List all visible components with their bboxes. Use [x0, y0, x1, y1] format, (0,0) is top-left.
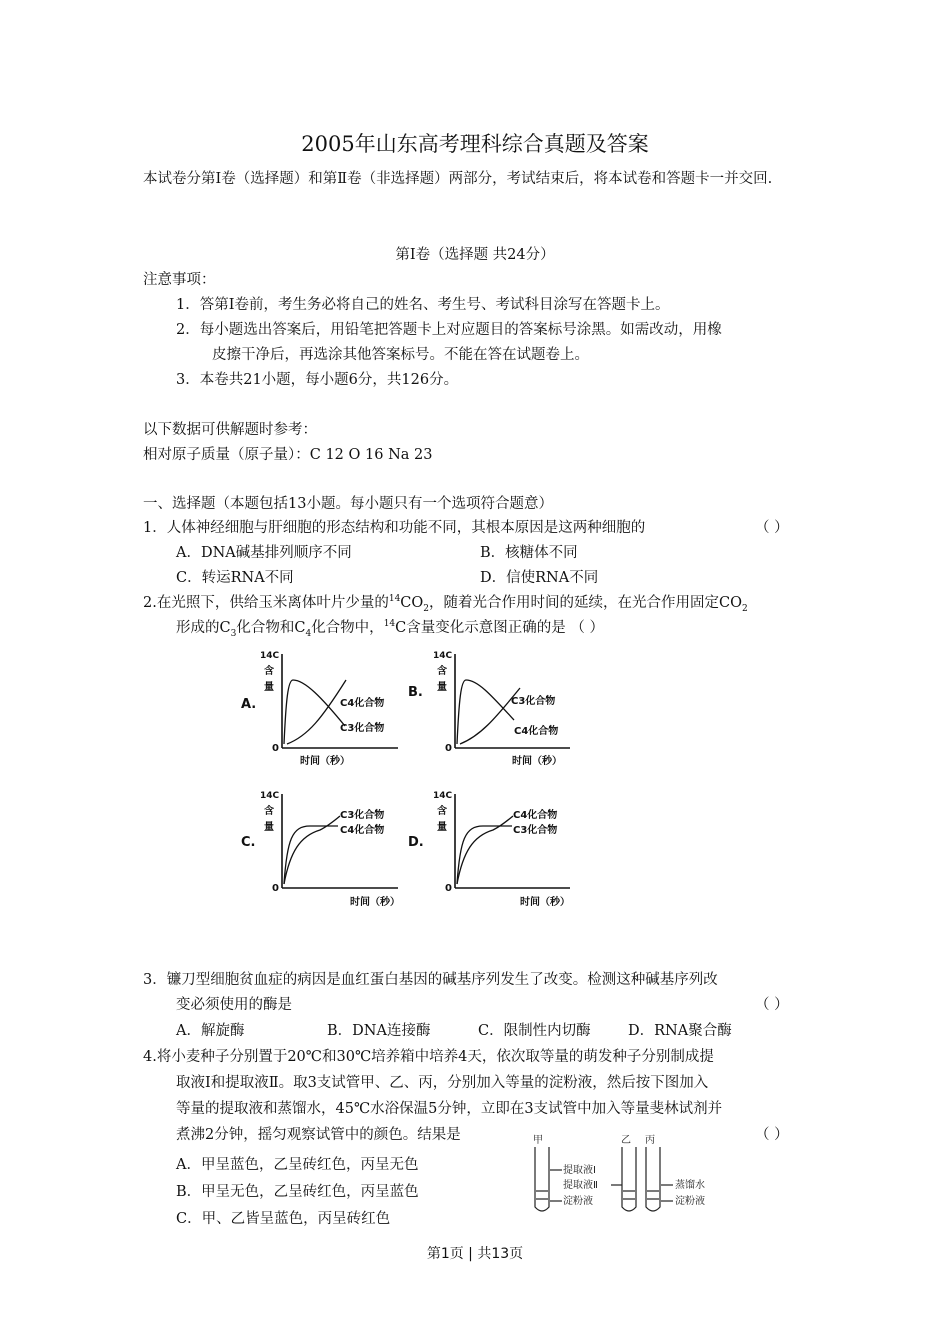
notice-item-3: 3．本卷共21小题，每小题6分，共126分。 [176, 372, 459, 388]
graph-b-origin: 0 [445, 743, 452, 754]
graph-d-ylabel-2: 量 [437, 822, 447, 833]
tube-jia-label: 甲 [533, 1135, 543, 1146]
reference-heading: 以下数据可供解题时参考： [143, 422, 317, 438]
graph-b-label-1: C3化合物 [511, 696, 556, 707]
q4-option-c: C．甲、乙皆呈蓝色，丙呈砖红色 [176, 1211, 391, 1227]
graph-c-xlabel: 时间（秒） [350, 897, 400, 908]
test-tube-figure [525, 1133, 735, 1218]
notice-item-2: 2．每小题选出答案后，用铅笔把答题卡上对应题目的答案标号涂黑。如需改动，用橡 [176, 322, 722, 338]
graph-a-ylabel-1: 含 [264, 666, 274, 677]
graph-c-ylabel-2: 量 [264, 822, 274, 833]
q4-stem-line4: 煮沸2分钟，摇匀观察试管中的颜色。结果是 [176, 1127, 461, 1143]
q1-option-a: A．DNA碱基排列顺序不同 [176, 545, 352, 561]
graph-c-origin: 0 [272, 883, 279, 894]
q4-option-b: B．甲呈无色，乙呈砖红色，丙呈蓝色 [176, 1184, 419, 1200]
graph-b-ylabel-1: 含 [437, 666, 447, 677]
tube-label-starch-right: 淀粉液 [675, 1196, 705, 1207]
graph-c-ylabel-top: 14C [260, 791, 280, 801]
graph-a-letter: A. [241, 697, 257, 712]
notice-heading: 注意事项： [143, 272, 216, 288]
graph-a-label-2: C3化合物 [340, 723, 385, 734]
q2-stem-line2: 形成的$C_3$化合物和$C_4$化合物中，$^{14}$C含量变化示意图正确的是 （ ） [176, 619, 604, 639]
graph-a-curve-c4 [284, 680, 345, 744]
graph-d-label-1: C4化合物 [513, 810, 558, 821]
reference-atomic-mass: 相对原子质量（原子量）：C 12 O 16 Na 23 [143, 447, 433, 463]
tube-yi [622, 1147, 636, 1211]
graph-b-letter: B. [408, 685, 423, 700]
graph-d-origin: 0 [445, 883, 452, 894]
tube-label-extract1: 提取液Ⅰ [563, 1165, 596, 1176]
intro-paragraph: 本试卷分第Ⅰ卷（选择题）和第Ⅱ卷（非选择题）两部分，考试结束后，将本试卷和答题卡一并交回. [143, 171, 773, 187]
graph-c [241, 791, 400, 908]
graph-a-xlabel: 时间（秒） [300, 756, 350, 767]
graph-c-letter: C. [241, 835, 256, 850]
tube-yi-label: 乙 [621, 1135, 631, 1146]
page-footer: 第1页 | 共13页 [426, 1246, 524, 1262]
section-heading: 一、选择题（本题包括13小题。每小题只有一个选项符合题意） [143, 496, 553, 512]
graph-a-ylabel-top: 14C [260, 651, 280, 661]
page-title: 2005年山东高考理科综合真题及答案 [301, 132, 649, 156]
tube-label-water: 蒸馏水 [675, 1180, 705, 1191]
part1-heading: 第Ⅰ卷（选择题 共24分） [395, 247, 555, 263]
graph-b-ylabel-top: 14C [433, 651, 453, 661]
q3-option-b: B．DNA连接酶 [327, 1023, 431, 1039]
tube-bing [646, 1147, 660, 1211]
graph-b-ylabel-2: 量 [437, 682, 447, 693]
graph-b-xlabel: 时间（秒） [512, 756, 562, 767]
tube-bing-label: 丙 [645, 1135, 655, 1146]
notice-item-2-cont: 皮擦干净后，再选涂其他答案标号。不能在答在试题卷上。 [212, 347, 589, 363]
q1-stem: 1．人体神经细胞与肝细胞的形态结构和功能不同，其根本原因是这两种细胞的 [143, 520, 646, 536]
graph-d-xlabel: 时间（秒） [520, 897, 570, 908]
tube-label-starch-left: 淀粉液 [563, 1196, 593, 1207]
graph-c-label-1: C3化合物 [340, 810, 385, 821]
q1-answer-bracket: （ ） [755, 520, 789, 536]
q1-option-b: B．核糖体不同 [480, 545, 578, 561]
q2-graphs [230, 640, 610, 920]
graph-d-label-2: C3化合物 [513, 825, 558, 836]
tube-jia [535, 1147, 549, 1211]
graph-b-label-2: C4化合物 [514, 726, 559, 737]
tube-label-extract2: 提取液Ⅱ [563, 1180, 598, 1191]
graph-a-curve-c3 [287, 680, 346, 744]
q4-answer-bracket: （ ） [755, 1127, 789, 1143]
graph-b [408, 651, 570, 767]
q1-option-c: C．转运RNA不同 [176, 570, 294, 586]
graph-d-ylabel-top: 14C [433, 791, 453, 801]
q4-stem-line2: 取液Ⅰ和提取液Ⅱ。取3支试管甲、乙、丙，分别加入等量的淀粉液，然后按下图加入 [176, 1075, 709, 1091]
q3-option-c: C．限制性内切酶 [478, 1023, 591, 1039]
q3-stem-line1: 3．镰刀型细胞贫血症的病因是血红蛋白基因的碱基序列发生了改变。检测这种碱基序列改 [143, 972, 718, 988]
graph-d [408, 791, 570, 908]
q1-option-d: D．信使RNA不同 [480, 570, 599, 586]
notice-item-1: 1．答第Ⅰ卷前，考生务必将自己的姓名、考生号、考试科目涂写在答题卡上。 [176, 297, 670, 313]
q3-answer-bracket: （ ） [755, 997, 789, 1013]
graph-a-ylabel-2: 量 [264, 682, 274, 693]
q4-stem-line3: 等量的提取液和蒸馏水，45℃水浴保温5分钟，立即在3支试管中加入等量斐林试剂并 [176, 1101, 723, 1117]
q3-stem-line2: 变必须使用的酶是 [176, 997, 292, 1013]
q4-stem-line1: 4.将小麦种子分别置于20℃和30℃培养箱中培养4天，依次取等量的萌发种子分别制成提 [143, 1049, 714, 1065]
graph-a-origin: 0 [272, 743, 279, 754]
graph-b-curve-c3 [457, 680, 514, 744]
graph-d-letter: D. [408, 835, 424, 850]
graph-a-label-1: C4化合物 [340, 698, 385, 709]
q2-stem-line1: 2.在光照下，供给玉米离体叶片少量的$^{14}CO_2$，随着光合作用时间的延续，在光合作用固定$CO_2$ [143, 594, 748, 614]
q3-option-a: A．解旋酶 [176, 1023, 245, 1039]
graph-a [241, 651, 398, 767]
graph-c-ylabel-1: 含 [264, 806, 274, 817]
q3-option-d: D．RNA聚合酶 [628, 1023, 732, 1039]
graph-c-label-2: C4化合物 [340, 825, 385, 836]
q4-option-a: A．甲呈蓝色，乙呈砖红色，丙呈无色 [176, 1157, 419, 1173]
graph-d-ylabel-1: 含 [437, 806, 447, 817]
